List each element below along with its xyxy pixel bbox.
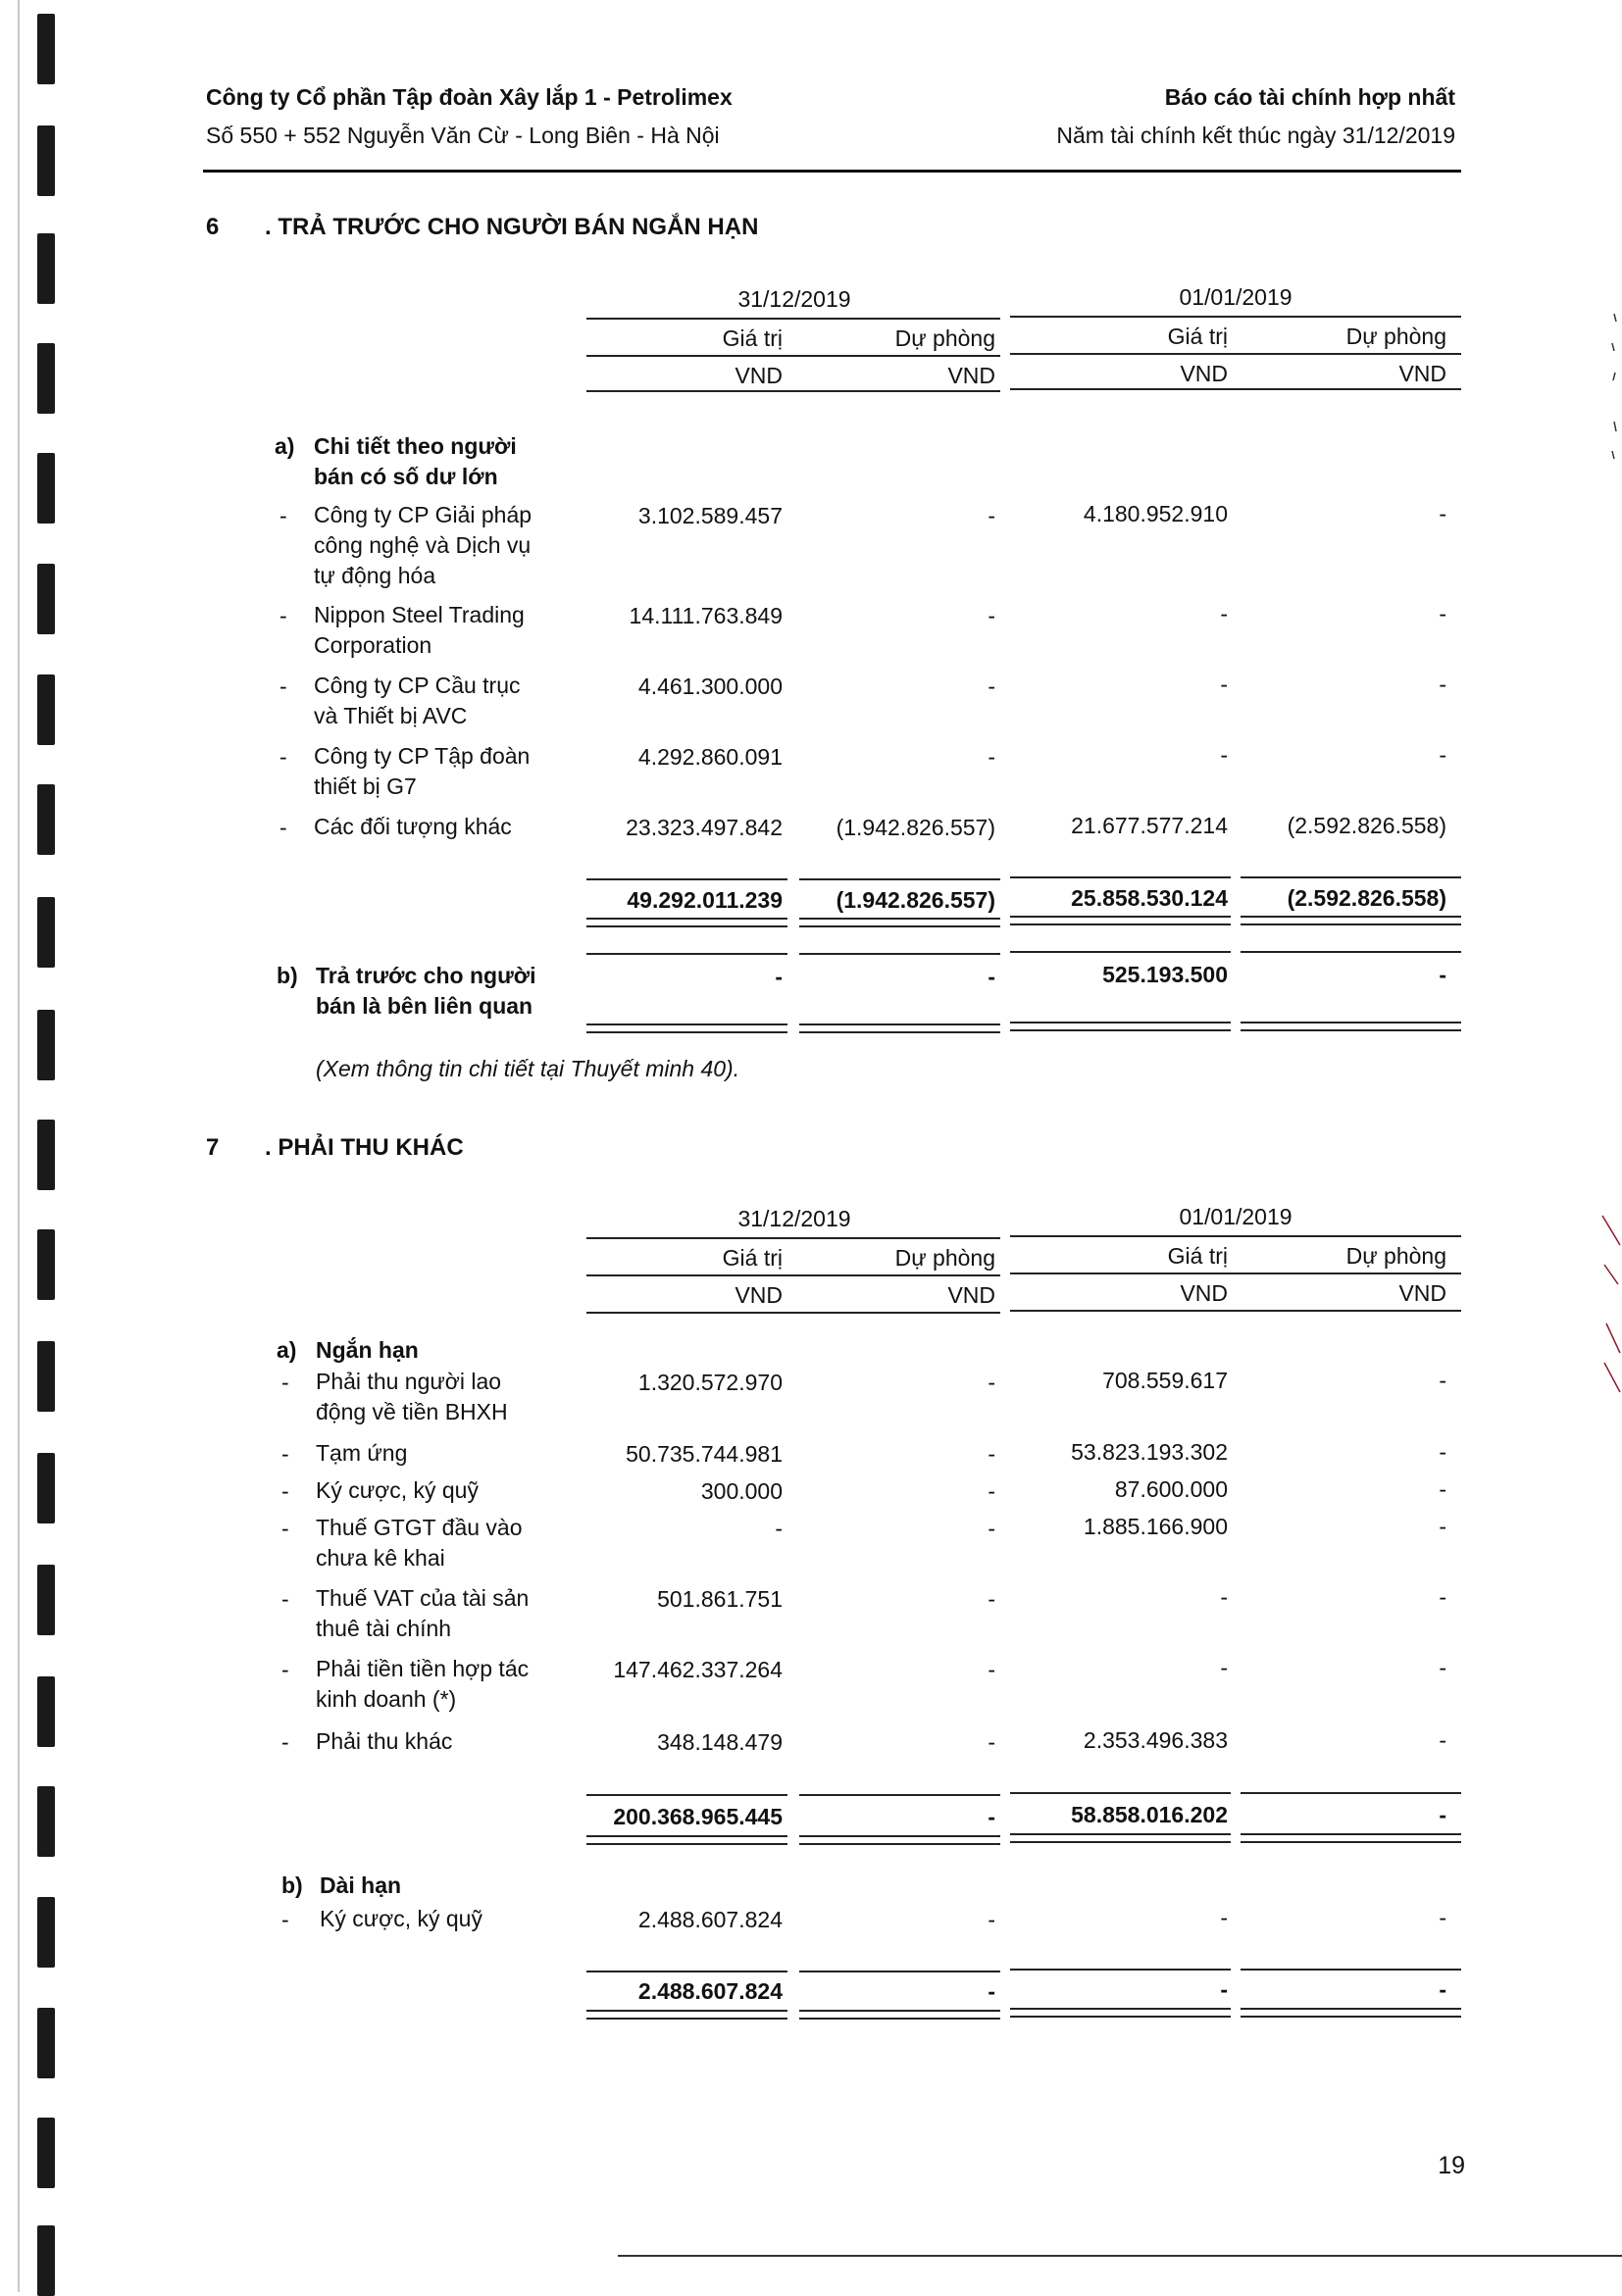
header-line (586, 318, 1000, 320)
value-cell: - (988, 1441, 995, 1467)
bullet-dash: - (281, 1657, 289, 1682)
value-cell: - (988, 1586, 995, 1612)
double-rule (1241, 2008, 1461, 2018)
total-cell: 49.292.011.239 (627, 887, 783, 913)
row-label: Các đối tượng khác (314, 814, 512, 839)
value-cell: - (1439, 1905, 1446, 1930)
scan-marks (1593, 304, 1622, 500)
column-date: 01/01/2019 (1179, 1204, 1293, 1229)
section-title: . PHẢI THU KHÁC (265, 1134, 464, 1161)
row-label: Ký cược, ký quỹ (316, 1477, 479, 1503)
header-line (586, 390, 1000, 392)
total-line (586, 953, 787, 955)
total-line (1010, 951, 1231, 953)
total-line (1241, 876, 1461, 878)
bullet-dash: - (281, 1729, 289, 1755)
row-label: Công ty CP Cầu trục (314, 673, 521, 698)
value-cell: 1.320.572.970 (637, 1370, 783, 1395)
value-cell: (1.942.826.557) (836, 815, 995, 840)
total-cell: - (988, 1804, 995, 1829)
row-label: Thuế GTGT đầu vào (316, 1515, 523, 1540)
unit-label: VND (947, 1282, 995, 1308)
value-cell: 2.353.496.383 (1083, 1727, 1228, 1753)
total-line (1010, 1792, 1231, 1794)
value-cell: - (1439, 672, 1446, 697)
bullet-dash: - (279, 503, 287, 528)
value-cell: - (988, 1729, 995, 1755)
total-cell: (1.942.826.557) (836, 887, 995, 913)
header-line (586, 1274, 1000, 1276)
value-cell: 3.102.589.457 (637, 503, 783, 528)
value-cell: - (1220, 1584, 1228, 1610)
total-line (1010, 876, 1231, 878)
part-prefix: a) (277, 1337, 297, 1363)
total-cell: - (1439, 1976, 1446, 2002)
row-label: Nippon Steel Trading (314, 602, 525, 627)
unit-label: VND (1180, 361, 1228, 386)
value-cell: 4.180.952.910 (1083, 501, 1228, 526)
double-rule (586, 2010, 787, 2020)
double-rule (1010, 916, 1231, 925)
footer-rule (618, 2255, 1622, 2257)
part-heading: Trả trước cho người (316, 963, 536, 988)
double-rule (586, 918, 787, 927)
column-header: Dự phòng (894, 1245, 995, 1271)
bullet-dash: - (281, 1478, 289, 1504)
value-cell: 21.677.577.214 (1071, 813, 1228, 838)
column-date: 01/01/2019 (1179, 284, 1293, 310)
value-cell: 4.461.300.000 (637, 674, 783, 699)
section-number: 6 (206, 214, 220, 240)
unit-label: VND (1180, 1280, 1228, 1306)
value-cell: - (988, 1657, 995, 1682)
total-line (1241, 1969, 1461, 1971)
value-cell: - (1439, 1655, 1446, 1680)
value-cell: - (988, 1907, 995, 1932)
row-label: Phải thu người lao (316, 1369, 502, 1394)
value-cell: 708.559.617 (1102, 1368, 1228, 1393)
row-label: Công ty CP Giải pháp (314, 502, 532, 527)
row-label: tự động hóa (314, 563, 436, 588)
column-date: 31/12/2019 (737, 286, 851, 312)
total-line (1241, 951, 1461, 953)
double-rule (1010, 1022, 1231, 1031)
total-line (799, 1794, 1000, 1796)
section-number: 7 (206, 1134, 220, 1161)
value-cell: - (1439, 601, 1446, 626)
total-line (799, 878, 1000, 880)
part-heading: Ngắn hạn (316, 1337, 419, 1363)
total-line (586, 1794, 787, 1796)
value-cell: - (988, 674, 995, 699)
value-cell: - (1220, 1655, 1228, 1680)
value-cell: 53.823.193.302 (1071, 1439, 1228, 1465)
value-cell: - (988, 1478, 995, 1504)
section-title: . TRẢ TRƯỚC CHO NGƯỜI BÁN NGẮN HẠN (265, 214, 759, 240)
column-header: Dự phòng (894, 325, 995, 351)
row-label: Thuế VAT của tài sản (316, 1585, 530, 1611)
footnote: (Xem thông tin chi tiết tại Thuyết minh 40). (316, 1056, 740, 1081)
total-line (799, 953, 1000, 955)
total-cell: 25.858.530.124 (1071, 885, 1228, 911)
header-line (586, 1237, 1000, 1239)
row-label: động về tiền BHXH (316, 1399, 508, 1424)
bullet-dash: - (281, 1441, 289, 1467)
bullet-dash: - (281, 1586, 289, 1612)
value-cell: - (1439, 1584, 1446, 1610)
header-line (586, 355, 1000, 357)
total-line (586, 1971, 787, 1972)
header-line (1010, 1310, 1461, 1312)
value-cell: 1.885.166.900 (1083, 1514, 1228, 1539)
total-cell: 525.193.500 (1102, 962, 1228, 987)
value-cell: - (988, 1370, 995, 1395)
value-cell: - (988, 603, 995, 628)
column-date: 31/12/2019 (737, 1206, 851, 1231)
bullet-dash: - (279, 744, 287, 770)
header-line (1010, 316, 1461, 318)
unit-label: VND (735, 1282, 783, 1308)
part-heading: bán có số dư lớn (314, 464, 498, 489)
value-cell: 87.600.000 (1114, 1476, 1228, 1502)
value-cell: 147.462.337.264 (613, 1657, 783, 1682)
part-prefix: a) (275, 433, 295, 459)
value-cell: - (1439, 1727, 1446, 1753)
total-line (799, 1971, 1000, 1972)
scan-marks (1593, 1206, 1622, 1402)
total-cell: - (1439, 962, 1446, 987)
row-label: Ký cược, ký quỹ (320, 1906, 482, 1931)
value-cell: 2.488.607.824 (637, 1907, 783, 1932)
row-label: Công ty CP Tập đoàn (314, 743, 531, 769)
part-heading: bán là bên liên quan (316, 993, 533, 1019)
value-cell: - (1439, 501, 1446, 526)
total-cell: - (988, 1978, 995, 2004)
report-title: Báo cáo tài chính hợp nhất (1164, 84, 1455, 110)
value-cell: - (1220, 742, 1228, 768)
column-header: Giá trị (1167, 324, 1228, 349)
page-number: 19 (1438, 2152, 1465, 2179)
total-line (586, 878, 787, 880)
total-cell: 58.858.016.202 (1071, 1802, 1228, 1827)
value-cell: (2.592.826.558) (1287, 813, 1446, 838)
total-cell: - (1439, 1802, 1446, 1827)
double-rule (1241, 1833, 1461, 1843)
value-cell: 23.323.497.842 (626, 815, 783, 840)
value-cell: 14.111.763.849 (629, 603, 783, 628)
total-cell: - (1220, 1976, 1228, 2002)
bullet-dash: - (279, 603, 287, 628)
value-cell: - (1220, 672, 1228, 697)
bullet-dash: - (279, 674, 287, 699)
total-line (1241, 1792, 1461, 1794)
report-period: Năm tài chính kết thúc ngày 31/12/2019 (1056, 123, 1455, 148)
total-cell: 200.368.965.445 (613, 1804, 783, 1829)
value-cell: 50.735.744.981 (626, 1441, 783, 1467)
header-rule (203, 170, 1461, 173)
row-label: và Thiết bị AVC (314, 703, 468, 728)
double-rule (1010, 2008, 1231, 2018)
value-cell: - (1439, 1368, 1446, 1393)
value-cell: 300.000 (700, 1478, 783, 1504)
value-cell: - (1439, 742, 1446, 768)
part-prefix: b) (277, 963, 298, 988)
part-heading: Dài hạn (320, 1872, 402, 1898)
bullet-dash: - (281, 1516, 289, 1541)
header-line (1010, 388, 1461, 390)
unit-label: VND (1398, 361, 1446, 386)
total-line (1010, 1969, 1231, 1971)
double-rule (586, 1023, 787, 1033)
column-header: Giá trị (722, 325, 783, 351)
column-header: Dự phòng (1345, 324, 1446, 349)
value-cell: - (1439, 1439, 1446, 1465)
value-cell: 501.861.751 (657, 1586, 783, 1612)
row-label: Tạm ứng (316, 1440, 408, 1466)
double-rule (799, 2010, 1000, 2020)
header-right (1056, 78, 1455, 155)
value-cell: - (1439, 1476, 1446, 1502)
value-cell: 4.292.860.091 (637, 744, 783, 770)
company-address: Số 550 + 552 Nguyễn Văn Cừ - Long Biên - Hà Nội (206, 123, 720, 148)
double-rule (799, 918, 1000, 927)
double-rule (1241, 916, 1461, 925)
value-cell: - (1220, 601, 1228, 626)
header-line (1010, 1235, 1461, 1237)
row-label: công nghệ và Dịch vụ (314, 532, 532, 558)
row-label: thuê tài chính (316, 1616, 452, 1641)
total-cell: - (988, 964, 995, 989)
bullet-dash: - (281, 1907, 289, 1932)
value-cell: - (988, 1516, 995, 1541)
double-rule (799, 1835, 1000, 1845)
part-heading: Chi tiết theo người (314, 433, 517, 459)
double-rule (1241, 1022, 1461, 1031)
header-left (206, 78, 733, 155)
total-cell: - (775, 964, 783, 989)
column-header: Giá trị (722, 1245, 783, 1271)
bullet-dash: - (281, 1370, 289, 1395)
double-rule (586, 1835, 787, 1845)
double-rule (1010, 1833, 1231, 1843)
header-line (1010, 1273, 1461, 1274)
header-line (586, 1312, 1000, 1314)
value-cell: - (988, 503, 995, 528)
row-label: thiết bị G7 (314, 774, 417, 799)
unit-label: VND (1398, 1280, 1446, 1306)
column-header: Giá trị (1167, 1243, 1228, 1269)
row-label: Corporation (314, 632, 432, 658)
company-name: Công ty Cổ phần Tập đoàn Xây lắp 1 - Petrolimex (206, 84, 733, 110)
bullet-dash: - (279, 815, 287, 840)
part-prefix: b) (281, 1872, 303, 1898)
value-cell: 348.148.479 (657, 1729, 783, 1755)
value-cell: - (775, 1516, 783, 1541)
column-header: Dự phòng (1345, 1243, 1446, 1269)
value-cell: - (988, 744, 995, 770)
total-cell: (2.592.826.558) (1287, 885, 1446, 911)
total-cell: 2.488.607.824 (637, 1978, 783, 2004)
row-label: chưa kê khai (316, 1545, 445, 1571)
row-label: kinh doanh (*) (316, 1686, 457, 1712)
value-cell: - (1220, 1905, 1228, 1930)
value-cell: - (1439, 1514, 1446, 1539)
row-label: Phải thu khác (316, 1728, 453, 1754)
unit-label: VND (947, 363, 995, 388)
double-rule (799, 1023, 1000, 1033)
header-line (1010, 353, 1461, 355)
row-label: Phải tiền tiền hợp tác (316, 1656, 530, 1681)
unit-label: VND (735, 363, 783, 388)
